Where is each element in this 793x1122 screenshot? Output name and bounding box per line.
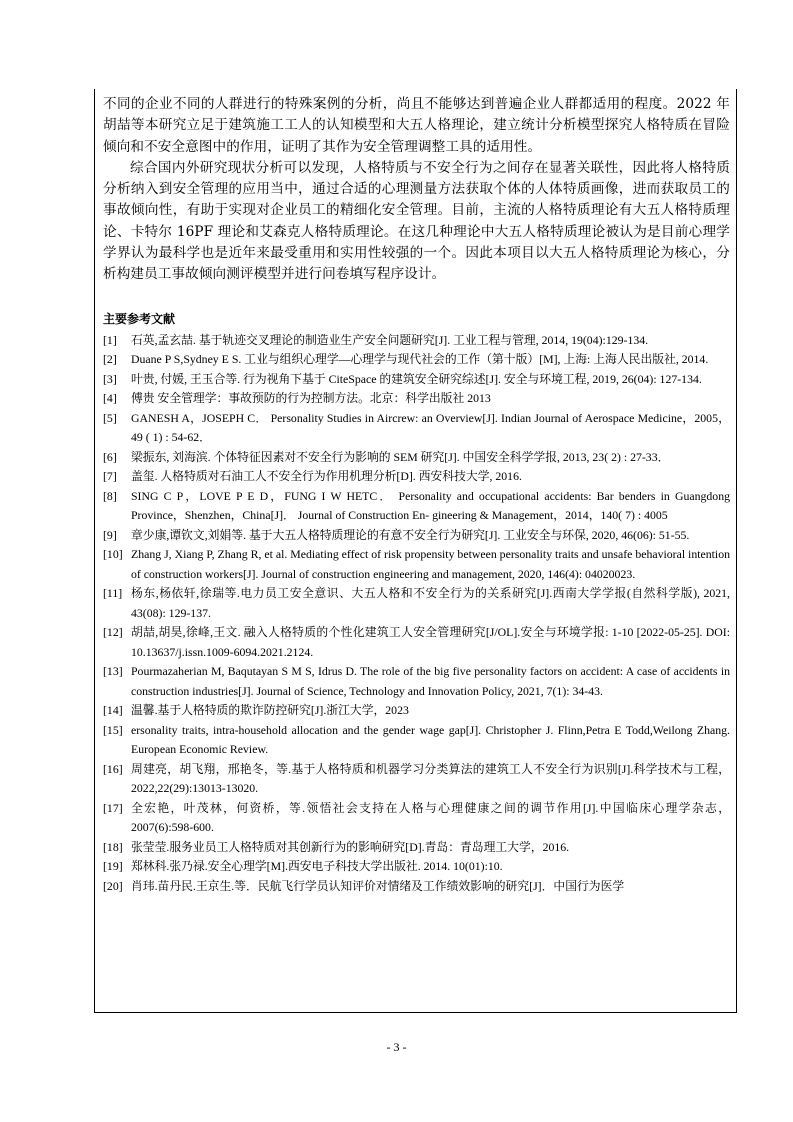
- body-paragraph: 综合国内外研究现状分析可以发现，人格特质与不安全行为之间存在显著关联性，因此将人格特质分析纳入到安全管理的应用当中，通过合适的心理测量方法获取个体的人体特质画像，进而获取员工的事故倾向性，有助于实现对企业员工的精细化安全管理。目前，主流的人格特质理论有大五人格特质理论、卡特尔 16PF 理论和艾森克人格特质理论。在这几种理论中大五人格特质理论被认为是目前心理学学界认为最科学也是近年来最受重用和实用性较强的一个。因此本项目以大五人格特质理论为核心，分析构建员工事故倾向测评模型并进行问卷填写程序设计。: [103, 159, 730, 283]
- reference-item: [103, 799, 730, 838]
- reference-text: 张莹莹.服务业员工人格特质对其创新行为的影响研究[D].青岛：青岛理工大学，2016.: [131, 839, 570, 854]
- reference-text: 杨东,杨依轩,徐瑞等.电力员工安全意识、大五人格和不安全行为的关系研究[J].西南大学学报(自然科学版), 2021, 43(08): 129-137.: [131, 586, 730, 620]
- reference-number: [17]: [103, 800, 123, 815]
- reference-number: [10]: [103, 547, 123, 562]
- reference-text: 盖玺. 人格特质对石油工人不安全行为作用机理分析[D]. 西安科技大学, 2016.: [131, 469, 522, 484]
- reference-number: [18]: [103, 839, 123, 854]
- reference-number: [4]: [103, 391, 117, 406]
- reference-list: [103, 331, 730, 897]
- reference-item: [103, 545, 730, 584]
- reference-text: ersonality traits, intra-household allocation and the gender wage gap[J]. Christopher J. Flinn,Petra E Todd,Weilong Zhang. European Economic Review.: [131, 722, 730, 757]
- reference-text: 胡喆,胡昊,徐峰,王文. 融入人格特质的个性化建筑工人安全管理研究[J/OL].安全与环境学报: 1-10 [2022-05-25]. DOI: 10.13637/j.issn.1009-6094.2021.2124.: [131, 625, 730, 659]
- reference-item: [103, 467, 730, 487]
- reference-item: [103, 331, 730, 351]
- body-paragraph: 不同的企业不同的人群进行的特殊案例的分析，尚且不能够达到普遍企业人群都适用的程度。2022 年胡喆等本研究立足于建筑施工工人的认知模型和大五人格理论，建立统计分析模型探究人格特质在冒险倾向和不安全意图中的作用，证明了其作为安全管理调整工具的适用性。: [103, 96, 730, 155]
- reference-text: Duane P S,Sydney E S. 工业与组织心理学—心理学与现代社会的工作（第十版）[M], 上海: 上海人民出版社, 2014.: [131, 352, 709, 367]
- reference-item: [103, 721, 730, 760]
- reference-number: [8]: [103, 488, 117, 503]
- reference-text: 肖玮.苗丹民.王京生.等．民航飞行学员认知评价对情绪及工作绩效影响的研究[J]．中国行为医学: [131, 878, 625, 893]
- reference-number: [2]: [103, 352, 117, 367]
- reference-text: 叶贵, 付媛, 王玉合等. 行为视角下基于 CiteSpace 的建筑安全研究综述[J]. 安全与环境工程, 2019, 26(04): 127-134.: [131, 371, 702, 386]
- page-number: - 3 -: [386, 1040, 407, 1054]
- reference-item: [103, 350, 730, 370]
- reference-text: 郑林科.张乃禄.安全心理学[M].西安电子科技大学出版社. 2014. 10(01):10.: [131, 859, 503, 874]
- reference-text: 傅贵 安全管理学：事故预防的行为控制方法。北京：科学出版社 2013: [131, 391, 491, 406]
- reference-item: [103, 623, 730, 662]
- reference-item: [103, 838, 730, 858]
- references-heading: 主要参考文献: [103, 311, 176, 326]
- reference-number: [7]: [103, 469, 117, 484]
- reference-number: [11]: [103, 586, 123, 601]
- reference-item: [103, 389, 730, 409]
- reference-text: 石英,孟玄喆. 基于轨迹交叉理论的制造业生产安全问题研究[J]. 工业工程与管理, 2014, 19(04):129-134.: [131, 332, 649, 347]
- reference-item: [103, 857, 730, 877]
- reference-text: Zhang J, Xiang P, Zhang R, et al. Mediating effect of risk propensity between personality traits and unsafe behavioral intention of construction workers[J]. Journal of construction engineering and management, 2020, 146(4): 04020023.: [131, 547, 730, 581]
- reference-number: [19]: [103, 859, 123, 874]
- reference-text: 周建亮，胡飞翔，邢艳冬，等.基于人格特质和机器学习分类算法的建筑工人不安全行为识别[J].科学技术与工程，2022,22(29):13013-13020.: [131, 761, 730, 796]
- reference-item: [103, 370, 730, 390]
- reference-number: [20]: [103, 878, 123, 893]
- reference-text: 章少康,谭钦文,刘娟等. 基于大五人格特质理论的有意不安全行为研究[J]. 工业安全与环保, 2020, 46(06): 51-55.: [131, 527, 690, 542]
- reference-number: [13]: [103, 664, 123, 679]
- reference-text: SING C P，LOVE P E D，FUNG I W HETC． Personality and occupational accidents: Bar benders in Guangdong Province，Shenzhen，China[J]． Journal of Construction En- gineering & Management，2014，140( 7) : 4005: [131, 488, 730, 523]
- reference-number: [5]: [103, 410, 117, 425]
- reference-text: GANESH A，JOSEPH C． Personality Studies in Aircrew: an Overview[J]. Indian Journal of Aerospace Medicine，2005，49 ( 1) : 54-62．: [131, 410, 730, 445]
- reference-number: [16]: [103, 761, 123, 776]
- reference-number: [14]: [103, 703, 123, 718]
- reference-item: [103, 487, 730, 526]
- reference-number: [6]: [103, 449, 117, 464]
- reference-number: [12]: [103, 625, 123, 640]
- page-content: [103, 94, 730, 896]
- reference-item: [103, 409, 730, 448]
- reference-number: [9]: [103, 527, 117, 542]
- reference-number: [3]: [103, 371, 117, 386]
- reference-text: Pourmazaherian M, Baqutayan S M S, Idrus D. The role of the big five personality factors on accident: A case of accidents in construction industries[J]. Journal of Science, Technology and Innovation Policy, 2021, 7(1): 34-43.: [131, 664, 730, 698]
- reference-item: [103, 526, 730, 546]
- reference-item: [103, 662, 730, 701]
- reference-number: [15]: [103, 722, 123, 737]
- reference-text: 温馨.基于人格特质的欺诈防控研究[J].浙江大学，2023: [131, 703, 409, 718]
- reference-item: [103, 448, 730, 468]
- reference-item: [103, 701, 730, 721]
- reference-item: [103, 760, 730, 799]
- reference-text: 全宏艳，叶茂林，何资桥，等.领悟社会支持在人格与心理健康之间的调节作用[J].中国临床心理学杂志，2007(6):598-600.: [131, 800, 730, 835]
- reference-item: [103, 877, 730, 897]
- reference-number: [1]: [103, 332, 117, 347]
- reference-item: [103, 584, 730, 623]
- reference-text: 梁振东, 刘海滨. 个体特征因素对不安全行为影响的 SEM 研究[J]. 中国安全科学学报, 2013, 23( 2) : 27-33．: [131, 449, 670, 464]
